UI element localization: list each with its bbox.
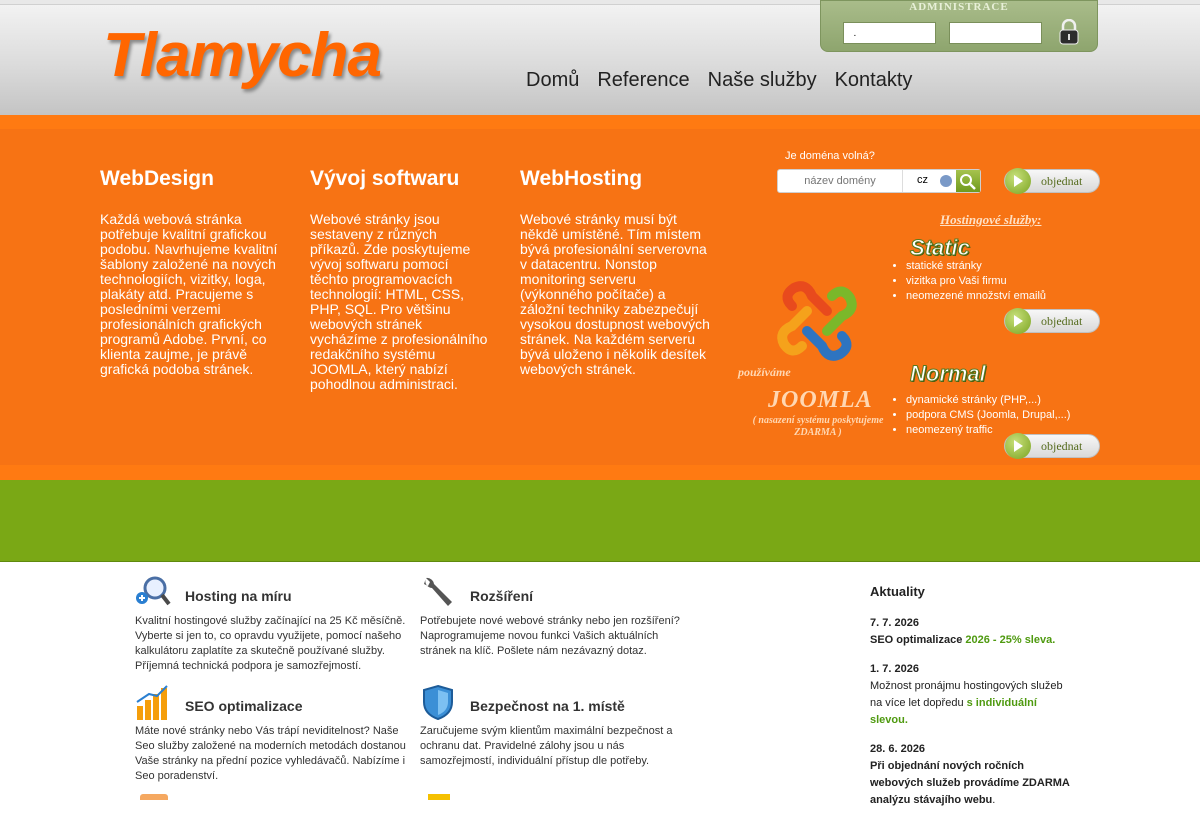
list-item: • neomezené množství emailů (906, 289, 1046, 304)
arrow-right-icon (1005, 168, 1031, 194)
tld-select[interactable] (902, 170, 956, 192)
news-text-end: . (992, 794, 996, 806)
joomla-uses-text: používáme (738, 365, 791, 379)
news-item (870, 615, 1070, 649)
news-item (870, 661, 1070, 729)
domain-input[interactable] (778, 170, 902, 192)
domain-check-label: Je doména volná? (785, 150, 875, 162)
nav-services[interactable]: Naše služby (707, 69, 817, 91)
bar-chart-icon (135, 684, 171, 720)
plan-normal-title: Normal (910, 361, 986, 386)
service-text: Zaručujeme svým klientům maximální bezpečnost a ochranu dat. Pravidelné zálohy jsou u nás samozřejmostí, individuální přístup dle potřeby. (420, 725, 673, 767)
search-icon (956, 170, 980, 192)
plan-normal-list (892, 393, 1070, 438)
plan-static-list (892, 259, 1046, 304)
news-text: Při objednání nových ročních webových služeb provádíme ZDARMA analýzu stávajího webu (870, 760, 1070, 806)
column-software (310, 167, 490, 392)
column-text: Webové stránky musí být někdě umístěné. Tím místem bývá profesionální serverovna v datacentru. Nonstop monitoring serveru (výkonného počítače) a záložní techniky zabezpečují vysokou dostupnost webových stránek. Na každém serveru bývá uloženo i několik desítek webových stránek. (520, 211, 710, 377)
list-item: • neomezený traffic (906, 423, 1070, 438)
plan-static-title: Static (910, 235, 970, 260)
band-top-strip (0, 115, 1200, 129)
service-title: Hosting na míru (185, 588, 292, 604)
admin-title: ADMINISTRACE (909, 1, 1009, 13)
site-logo[interactable]: Tlamycha (103, 21, 382, 90)
news-date: 1. 7. 2026 (870, 663, 919, 675)
service-title: Rozšíření (470, 588, 534, 604)
services-band (0, 115, 1200, 480)
main-nav (526, 69, 912, 92)
arrow-right-icon (1005, 308, 1031, 334)
service-text: Potřebujete nové webové stránky nebo jen rozšíření? Naprogramujeme novou funkci Vašich aktuálních stránek na klíč. Pošlete nám nezávazný dotaz. (420, 615, 680, 657)
domain-search-button[interactable] (956, 170, 980, 192)
domain-check-box (777, 169, 981, 193)
service-title: SEO optimalizace (185, 698, 303, 714)
news-title: Aktuality (870, 584, 925, 599)
nav-contacts[interactable]: Kontakty (834, 69, 913, 91)
list-item: • statické stránky (906, 259, 1046, 274)
joomla-note: ( nasazení systému poskytujeme ZDARMA ) (752, 415, 884, 438)
list-item: • vizitka pro Vaši firmu (906, 274, 1046, 289)
service-text: Kvalitní hostingové služby začínající na 25 Kč měsíčně. Vyberte si jen to, co opravdu využijete, pomocí našeho kalkulátoru zaplatíte za skutečně používané služby. Příjemná technická podpora je samozřejmostí. (135, 615, 406, 672)
lock-icon[interactable] (1058, 19, 1080, 45)
service-icon-partial (428, 794, 450, 800)
news-date: 7. 7. 2026 (870, 617, 919, 629)
order-label: objednat (1041, 314, 1083, 328)
list-item: • dynamické stránky (PHP,...) (906, 393, 1070, 408)
joomla-logo-icon (772, 276, 862, 366)
nav-home[interactable]: Domů (526, 69, 580, 91)
service-text: Máte nové stránky nebo Vás trápí neviditelnost? Naše Seo služby založené na moderních metodách dostanou Vaše stránky na přední pozice vyhledávačů. Nabízíme i Seo poradenství. (135, 725, 406, 782)
shield-icon (420, 684, 456, 720)
service-icon-partial (140, 794, 168, 800)
list-item: • podpora CMS (Joomla, Drupal,...) (906, 408, 1070, 423)
column-text: Webové stránky jsou sestaveny z různých příkazů. Zde poskytujeme vývoj softwaru pomocí těchto programovacích technologií: HTML, CSS, PHP, SQL. Pro většinu webových stránek vycházíme z profesionálního redakčního systému JOOMLA, který nabízí pohodlnou administraci. (310, 211, 488, 392)
order-label: objednat (1041, 439, 1083, 453)
news-item (870, 741, 1070, 809)
news-highlight: 2026 - 25% sleva. (965, 634, 1056, 646)
order-label: objednat (1041, 174, 1083, 188)
service-title: Bezpečnost na 1. místě (470, 698, 625, 714)
column-title: WebDesign (100, 167, 214, 190)
column-webhosting (520, 167, 712, 377)
search-icon (135, 574, 171, 610)
hosting-title[interactable]: Hostingové služby: (940, 212, 1042, 227)
order-normal-button[interactable] (1004, 434, 1100, 458)
band-bottom-strip (0, 465, 1200, 480)
wrench-icon (420, 574, 456, 610)
tld-value: cz (917, 174, 928, 186)
news-date: 28. 6. 2026 (870, 743, 926, 755)
nav-reference[interactable]: Reference (597, 69, 690, 91)
joomla-name: JOOMLA (768, 387, 873, 413)
admin-password-input[interactable] (949, 22, 1042, 44)
column-text: Každá webová stránka potřebuje kvalitní grafickou podobu. Navrhujeme kvalitní šablony založené na nových technologiích, vizitky, loga, plakáty atd. Pracujeme s posledními verzemi profesionálních grafických programů Adobe. První, co klienta zaujme, je právě grafická podoba stránek. (100, 211, 278, 377)
column-title: Vývoj softwaru (310, 167, 460, 190)
order-static-button[interactable] (1004, 309, 1100, 333)
news-text: SEO optimalizace (870, 634, 966, 646)
news-highlight: s individuální slevou. (870, 697, 1037, 726)
order-domain-button[interactable] (1004, 169, 1100, 193)
chevron-down-icon (940, 175, 952, 187)
admin-username-input[interactable] (843, 22, 936, 44)
arrow-right-icon (1005, 433, 1031, 459)
header (0, 0, 1200, 115)
column-webdesign (100, 167, 280, 377)
news-text: Možnost pronájmu hostingových služeb na více let dopředu (870, 680, 1063, 709)
admin-login-box (820, 0, 1098, 52)
column-title: WebHosting (520, 167, 643, 190)
news-panel (870, 584, 1070, 821)
green-banner (0, 480, 1200, 562)
